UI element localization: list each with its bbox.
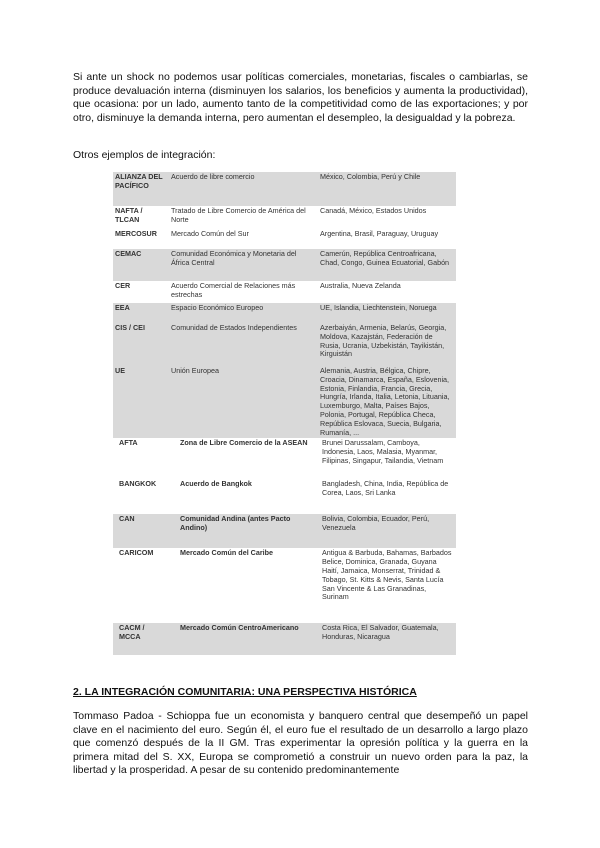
intro-paragraph: Si ante un shock no podemos usar políticas comerciales, monetarias, fiscales o cambiarlas, se produce devaluación interna (disminuyen los salarios, los beneficios y aumenta la productividad), que ocasiona: por un lado, aumento tanto de la competitividad como de las exportaciones; y por otro, disminuye la demanda interna, pero aumentan el desempleo, la desigualdad y la pobreza. (73, 71, 528, 124)
cell-name: Mercado Común del Sur (169, 229, 318, 249)
cell-name: Tratado de Libre Comercio de América del Norte (169, 206, 318, 229)
cell-members: Antigua & Barbuda, Bahamas, Barbados Belice, Dominica, Granada, Guyana Haití, Jamaica, Monserrat, Trinidad & Tobago, St. Kitts & Nevis, Santa Lucía San Vincente & Las Granadinas, Surinam (318, 548, 456, 623)
table-row (113, 281, 456, 303)
cell-abbr: BANGKOK (113, 479, 169, 514)
cell-members: Alemania, Austria, Bélgica, Chipre, Croacia, Dinamarca, España, Eslovenia, Estonia, Finlandia, Francia, Grecia, Hungría, Irlanda, Italia, Letonia, Lituania, Luxemburgo, Malta, Países Bajos, Polonia, Portugal, República Checa, República Eslovaca, Suecia, Bulgaria, Rumanía, ... (318, 366, 456, 438)
cell-abbr: CACM / MCCA (113, 623, 169, 655)
cell-name: Zona de Libre Comercio de la ASEAN (169, 438, 318, 479)
cell-members: UE, Islandia, Liechtenstein, Noruega (318, 303, 456, 323)
table-row (113, 548, 456, 623)
cell-members: Camerún, República Centroafricana, Chad, Congo, Guinea Ecuatorial, Gabón (318, 249, 456, 281)
section-heading: 2. LA INTEGRACIÓN COMUNITARIA: UNA PERSPECTIVA HISTÓRICA (73, 686, 417, 698)
cell-name: Acuerdo Comercial de Relaciones más estrechas (169, 281, 318, 303)
cell-members: Azerbaiyán, Armenia, Belarús, Georgia, Moldova, Kazajstán, Federación de Rusia, Ucrania, Uzbekistán, Tayikistán, Kirguistán (318, 323, 456, 366)
cell-name: Comunidad de Estados Independientes (169, 323, 318, 366)
padoa-paragraph: Tommaso Padoa - Schioppa fue un economista y banquero central que desempeñó un papel clave en el nacimiento del euro. Según él, el euro fue el resultado de un desarrollo a largo plazo que comenzó después de la II GM. Tras experimentar la opresión política y la guerra en la primera mitad del S. XX, Europa se comprometió a construir un nuevo orden para la paz, la libertad y la prosperidad. A pesar de su contenido predominantemente (73, 710, 528, 777)
cell-abbr: CEMAC (113, 249, 169, 281)
examples-label: Otros ejemplos de integración: (73, 149, 216, 161)
cell-abbr: UE (113, 366, 169, 438)
cell-members: Brunei Darussalam, Camboya, Indonesia, Laos, Malasia, Myanmar, Filipinas, Singapur, Tailandia, Vietnam (318, 438, 456, 479)
cell-abbr: MERCOSUR (113, 229, 169, 249)
cell-abbr: CER (113, 281, 169, 303)
cell-members: Canadá, México, Estados Unidos (318, 206, 456, 229)
cell-name: Comunidad Andina (antes Pacto Andino) (169, 514, 318, 548)
integration-table (113, 172, 456, 655)
cell-members: Australia, Nueva Zelanda (318, 281, 456, 303)
cell-members: Argentina, Brasil, Paraguay, Uruguay (318, 229, 456, 249)
table-row (113, 366, 456, 438)
cell-abbr: CIS / CEI (113, 323, 169, 366)
cell-abbr: EEA (113, 303, 169, 323)
cell-name: Acuerdo de libre comercio (169, 172, 318, 206)
table-row (113, 479, 456, 514)
cell-members: Costa Rica, El Salvador, Guatemala, Honduras, Nicaragua (318, 623, 456, 655)
table-row (113, 206, 456, 229)
integration-table-body (113, 172, 456, 655)
cell-name: Mercado Común CentroAmericano (169, 623, 318, 655)
cell-members: Bangladesh, China, India, República de Corea, Laos, Sri Lanka (318, 479, 456, 514)
table-row (113, 323, 456, 366)
cell-abbr: ALIANZA DEL PACÍFICO (113, 172, 169, 206)
table-row (113, 303, 456, 323)
cell-name: Comunidad Económica y Monetaria del África Central (169, 249, 318, 281)
cell-members: México, Colombia, Perú y Chile (318, 172, 456, 206)
cell-abbr: NAFTA / TLCAN (113, 206, 169, 229)
table-row (113, 229, 456, 249)
cell-members: Bolivia, Colombia, Ecuador, Perú, Venezuela (318, 514, 456, 548)
table-row (113, 514, 456, 548)
cell-name: Mercado Común del Caribe (169, 548, 318, 623)
cell-abbr: AFTA (113, 438, 169, 479)
table-row (113, 438, 456, 479)
table-row (113, 623, 456, 655)
cell-name: Acuerdo de Bangkok (169, 479, 318, 514)
table-row (113, 249, 456, 281)
cell-abbr: CARICOM (113, 548, 169, 623)
cell-name: Espacio Económico Europeo (169, 303, 318, 323)
cell-name: Unión Europea (169, 366, 318, 438)
table-row (113, 172, 456, 206)
cell-abbr: CAN (113, 514, 169, 548)
